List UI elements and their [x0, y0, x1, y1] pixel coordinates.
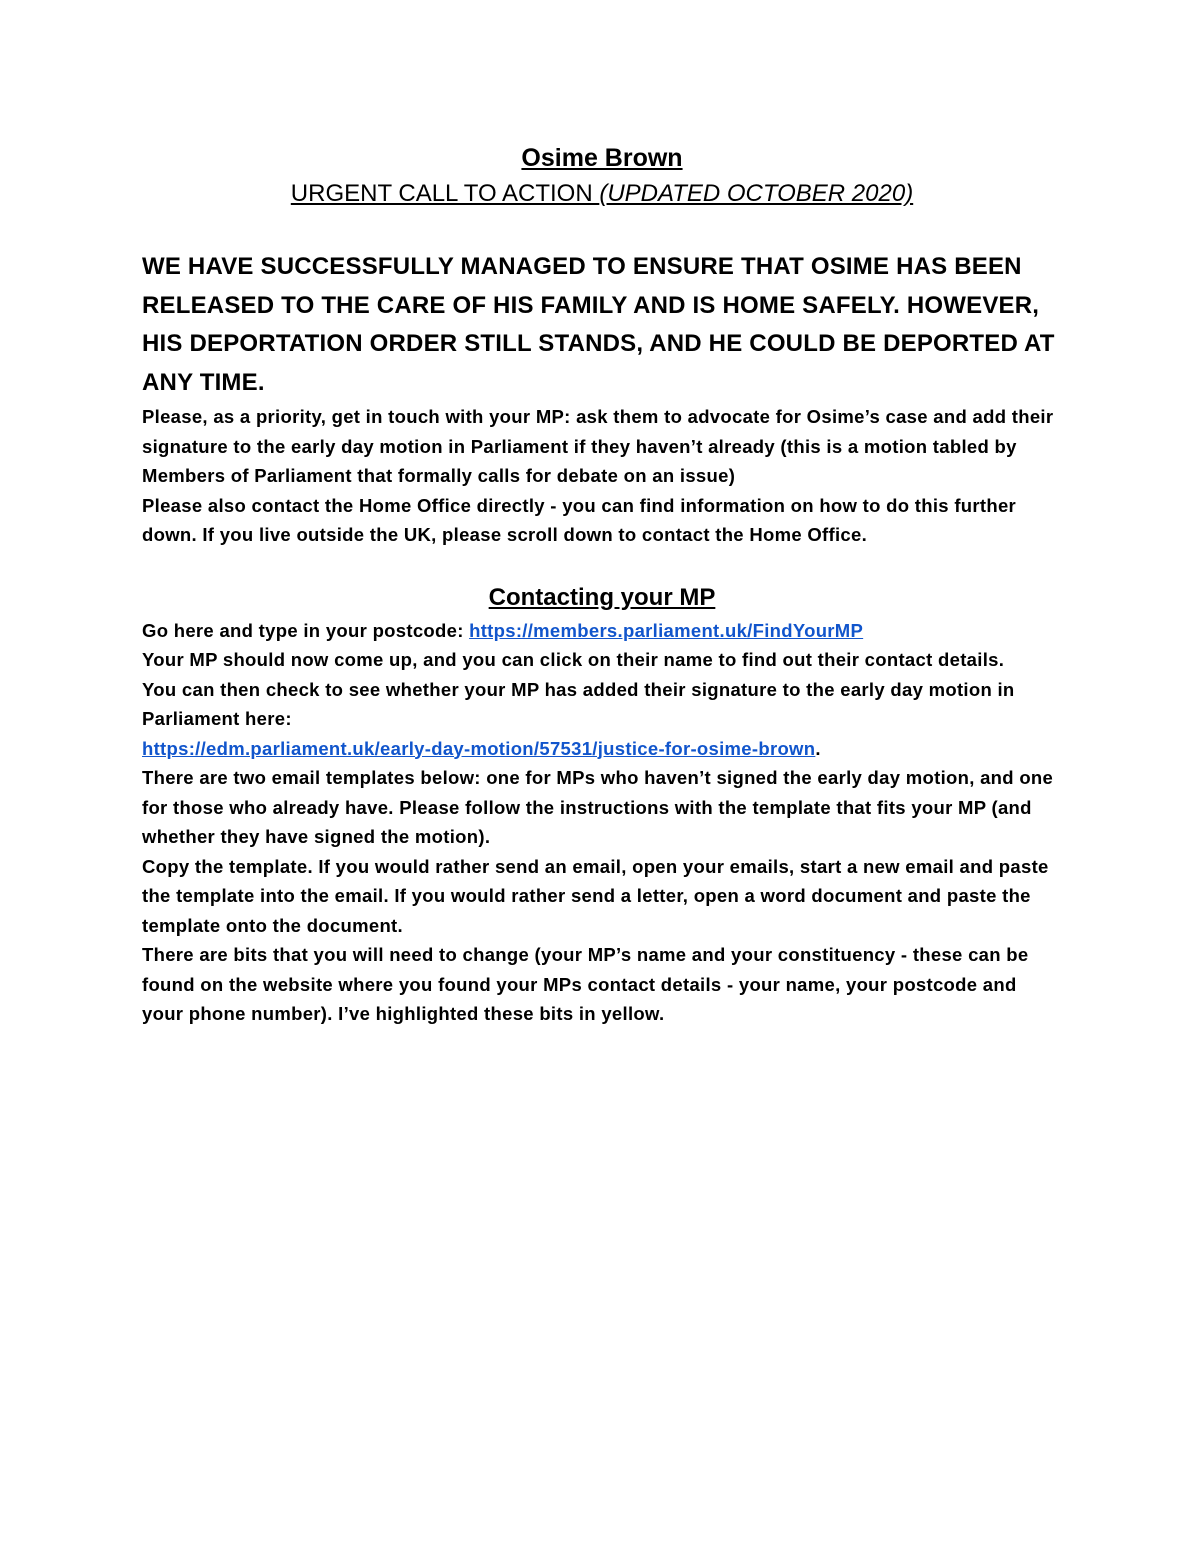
copy-template-paragraph: Copy the template. If you would rather send an email, open your emails, start a new email and paste the template into the email. If you would rather send a letter, open a word document and paste the template onto the document.: [142, 855, 1049, 936]
section-heading-contacting-mp: Contacting your MP: [488, 583, 716, 611]
subtitle-main: URGENT CALL TO ACTION: [290, 180, 600, 207]
priority-paragraph: Please, as a priority, get in touch with your MP: ask them to advocate for Osime’s case and add their signature to the early day motion in Parliament if they haven’t already (this is a motion tabled by Members of Parliament that formally calls for debate on an issue): [142, 406, 1054, 486]
check-signature-paragraph: [142, 675, 1062, 764]
document-title: Osime Brown: [521, 144, 683, 172]
subtitle-updated: (UPDATED OCTOBER 2020): [599, 180, 914, 207]
early-day-motion-link[interactable]: https://edm.parliament.uk/early-day-motion/57531/justice-for-osime-brown: [142, 737, 816, 759]
find-your-mp-link[interactable]: https://members.parliament.uk/FindYourMP: [469, 619, 864, 641]
change-bits-paragraph: There are bits that you will need to change (your MP’s name and your constituency - these can be found on the website where you found your MPs contact details - your name, your postcode and your phone number). I’ve highlighted these bits in yellow.: [142, 944, 1029, 1024]
mp-details-paragraph: Your MP should now come up, and you can click on their name to find out their contact details.: [142, 649, 1005, 670]
postcode-paragraph: [142, 616, 1062, 646]
early-day-motion-link-suffix: .: [815, 737, 821, 759]
postcode-text: Go here and type in your postcode:: [142, 619, 470, 641]
templates-paragraph: There are two email templates below: one for MPs who haven’t signed the early day motion, and one for those who already have. Please follow the instructions with the template that fits your MP (and whether they have signed the motion).: [142, 767, 1054, 847]
release-headline: WE HAVE SUCCESSFULLY MANAGED TO ENSURE THAT OSIME HAS BEEN RELEASED TO THE CARE OF HIS FAMILY AND IS HOME SAFELY. HOWEVER, HIS DEPORTATION ORDER STILL STANDS, AND HE COULD BE DEPORTED AT ANY TIME.: [142, 253, 1055, 396]
home-office-paragraph: Please also contact the Home Office directly - you can find information on how to do this further down. If you live outside the UK, please scroll down to contact the Home Office.: [142, 494, 1017, 545]
check-signature-text: You can then check to see whether your MP has added their signature to the early day motion in Parliament here:: [142, 678, 1015, 729]
document-subtitle: [142, 176, 1062, 212]
document-content: [142, 140, 1062, 1029]
